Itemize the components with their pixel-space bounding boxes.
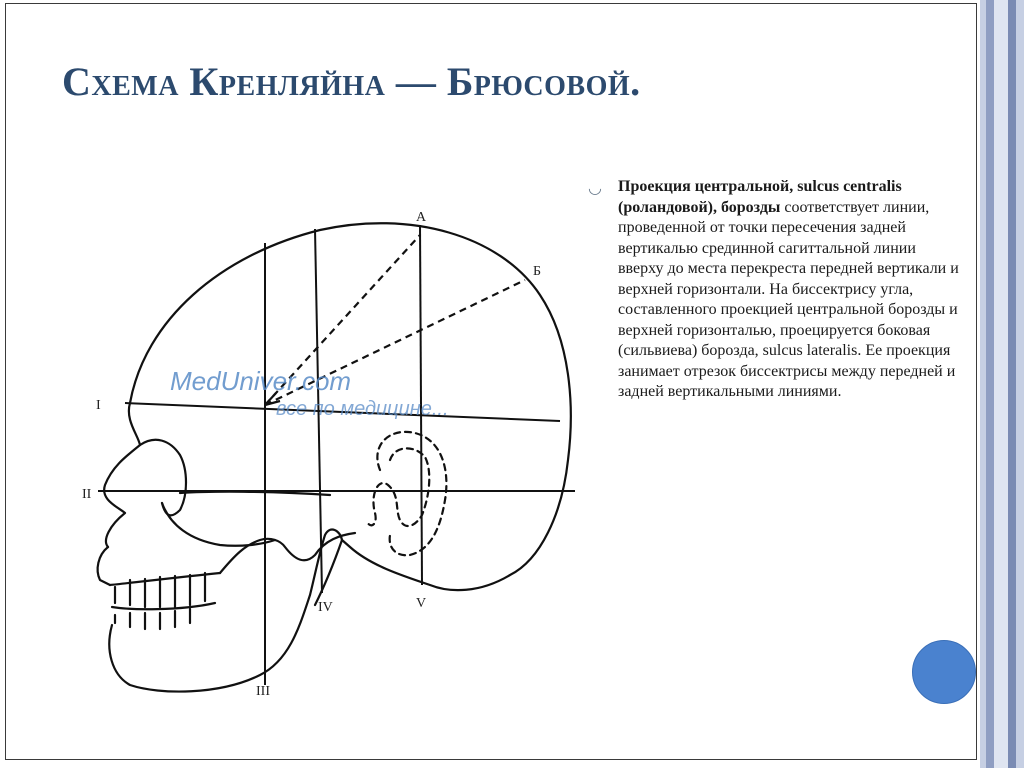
label-v: V <box>416 596 427 611</box>
lower-teeth <box>112 603 215 629</box>
description-text-part: соответствует линии, проведенной от точки пересечения задней вертикалью срединной сагиттальной линии вверху до места перекреста передней вертикали и верхней горизонтали. На биссектрису угла, составленного проекцией центральной борозды и верхней горизонталью, проецируется боковая (сильвиева) борозда, sulcus lateralis. Ее проекция занимает отрезок биссектрисы между передней и задней вертикальными линиями. <box>618 198 959 400</box>
label-ii: II <box>82 487 92 502</box>
label-b: Б <box>533 264 542 279</box>
decorative-circle <box>912 640 976 704</box>
upper-teeth <box>115 573 205 607</box>
slide-title: Схема Кренляйна — Брюсовой. <box>62 59 641 104</box>
face-profile <box>98 547 110 585</box>
zygomatic-arch <box>180 492 330 495</box>
ear-inner <box>366 448 429 526</box>
mandible <box>109 530 342 692</box>
bullet-marker: ◡ <box>588 180 602 197</box>
label-i: I <box>96 398 101 413</box>
skull-diagram <box>70 195 580 705</box>
right-decorative-stripes <box>980 0 1024 768</box>
description-paragraph <box>618 177 963 403</box>
ear-outline <box>377 432 446 555</box>
label-iii: III <box>256 684 270 699</box>
watermark-tagline: все по медицине... <box>276 398 449 420</box>
jaw-ramus <box>220 533 355 573</box>
label-a: А <box>416 210 427 225</box>
label-iv: IV <box>318 600 333 615</box>
upper-jaw <box>110 573 220 585</box>
forehead-outline <box>104 403 140 547</box>
description-bold-part: Проекция центральной, sulcus centralis (роландовой), борозды <box>618 178 902 216</box>
cheekbone <box>162 503 275 546</box>
watermark-site: MedUniver.com <box>170 366 352 396</box>
